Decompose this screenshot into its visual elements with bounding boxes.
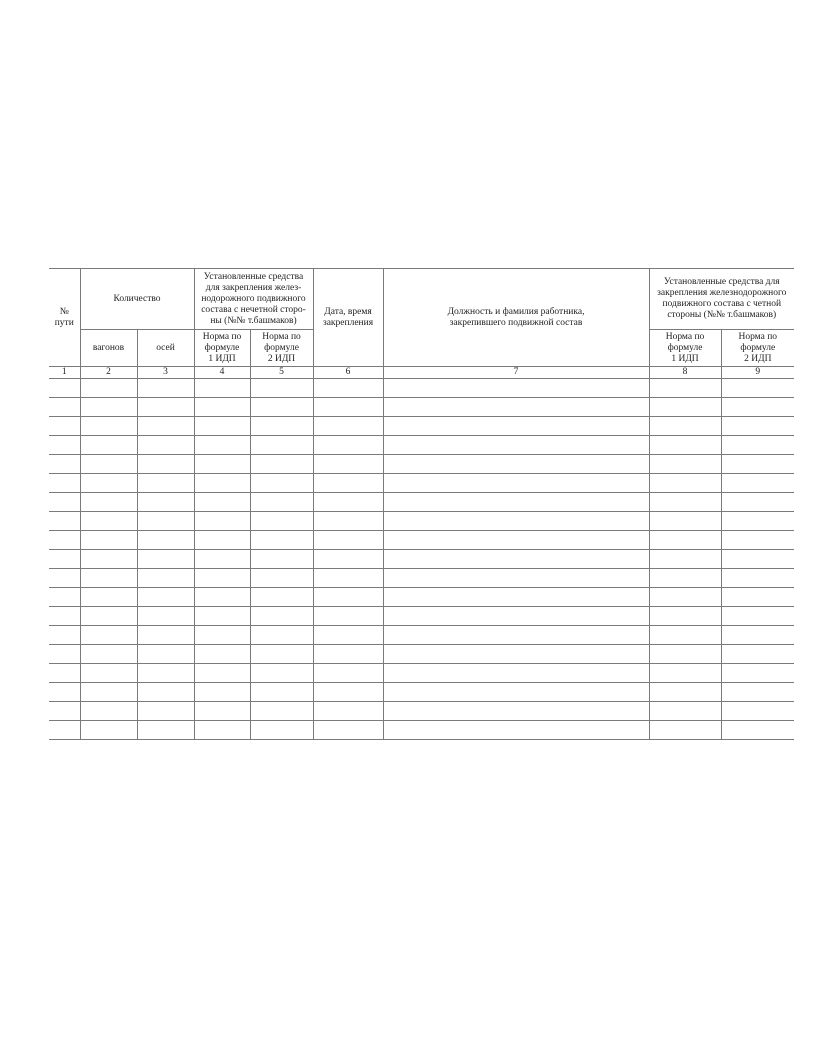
table-cell [49,379,80,398]
table-cell [194,436,250,455]
table-cell [80,626,137,645]
table-cell [649,531,721,550]
table-cell [313,702,383,721]
table-cell [649,379,721,398]
table-row [49,379,794,398]
table-cell [137,645,194,664]
table-row [49,721,794,740]
table-cell [80,379,137,398]
table-cell [80,455,137,474]
table-row [49,474,794,493]
table-row [49,436,794,455]
table-cell [49,683,80,702]
table-cell [721,569,794,588]
table-cell [313,531,383,550]
column-number: 5 [250,367,313,379]
table-cell [250,455,313,474]
table-cell [383,436,649,455]
table-cell [49,702,80,721]
table-cell [649,569,721,588]
table-cell [721,436,794,455]
table-cell [194,474,250,493]
table-cell [80,683,137,702]
norm-2-even-header: Норма по формуле 2 ИДП [721,330,794,367]
table-cell [313,626,383,645]
table-cell [194,531,250,550]
table-cell [49,664,80,683]
table-cell [80,645,137,664]
table-cell [49,398,80,417]
table-cell [721,664,794,683]
table-cell [721,683,794,702]
table-row [49,417,794,436]
table-cell [649,702,721,721]
table-cell [721,588,794,607]
table-row [49,493,794,512]
table-cell [194,683,250,702]
table-cell [383,379,649,398]
table-body [49,379,794,740]
table-cell [250,645,313,664]
column-number: 9 [721,367,794,379]
table-cell [383,398,649,417]
table-cell [80,664,137,683]
wagons-header: вагонов [80,330,137,367]
table-cell [250,417,313,436]
table-cell [721,550,794,569]
table-cell [250,721,313,740]
table-cell [721,607,794,626]
norm-2-odd-header: Норма по формуле 2 ИДП [250,330,313,367]
table-cell [250,531,313,550]
table-cell [137,607,194,626]
table-cell [49,626,80,645]
table-cell [80,588,137,607]
table-cell [137,721,194,740]
table-cell [649,512,721,531]
table-cell [137,398,194,417]
table-cell [137,474,194,493]
table-cell [721,721,794,740]
table-cell [649,455,721,474]
table-cell [137,512,194,531]
table-cell [137,493,194,512]
column-number: 2 [80,367,137,379]
table-cell [313,550,383,569]
table-cell [383,550,649,569]
table-cell [250,683,313,702]
even-side-means-header: Установленные средства для закрепления железнодорожного подвижного состава с четной стороны (№№ т.башмаков) [649,269,794,330]
table-cell [80,569,137,588]
table-cell [313,417,383,436]
table-row [49,664,794,683]
table-cell [721,379,794,398]
table-cell [313,607,383,626]
table-cell [383,455,649,474]
table-cell [383,531,649,550]
table-cell [194,569,250,588]
table-row [49,607,794,626]
table-cell [137,531,194,550]
table-cell [137,436,194,455]
table-cell [313,569,383,588]
table-cell [80,436,137,455]
table-cell [721,474,794,493]
table-cell [649,417,721,436]
table-cell [137,455,194,474]
table-cell [649,607,721,626]
table-cell [194,398,250,417]
table-cell [49,721,80,740]
table-cell [383,721,649,740]
table-cell [313,493,383,512]
table-cell [250,702,313,721]
table-cell [383,702,649,721]
table-cell [250,474,313,493]
table-cell [194,550,250,569]
table-row [49,569,794,588]
table-cell [313,683,383,702]
table-cell [49,550,80,569]
table-cell [137,588,194,607]
table-cell [649,493,721,512]
table-row [49,512,794,531]
table-cell [313,512,383,531]
table-cell [649,645,721,664]
table-row [49,550,794,569]
table-cell [250,569,313,588]
axles-header: осей [137,330,194,367]
odd-side-means-header: Установленные средства для закрепления желез- нодорожного подвижного состава с нечетной сторо- ны (№№ т.башмаков) [194,269,313,330]
table-cell [80,398,137,417]
table-cell [721,645,794,664]
table-cell [80,702,137,721]
position-name-header: Должность и фамилия работника, закрепившего подвижной состав [383,269,649,367]
table-cell [649,550,721,569]
table-cell [313,474,383,493]
table-cell [137,569,194,588]
table-cell [49,417,80,436]
table-cell [721,493,794,512]
table-cell [383,626,649,645]
table-cell [49,474,80,493]
table-cell [194,588,250,607]
table-row [49,702,794,721]
table-cell [194,645,250,664]
table-cell [649,474,721,493]
norm-1-odd-header: Норма по формуле 1 ИДП [194,330,250,367]
table-cell [194,664,250,683]
table-cell [250,588,313,607]
table-cell [313,645,383,664]
table-cell [194,607,250,626]
table-cell [383,417,649,436]
table-cell [649,664,721,683]
header-row-1 [49,269,794,330]
table-row [49,626,794,645]
table-row [49,398,794,417]
table-cell [649,626,721,645]
table-row [49,531,794,550]
table-row [49,645,794,664]
table-cell [383,683,649,702]
fixing-log-table [49,268,794,740]
table-cell [383,512,649,531]
datetime-header: Дата, время закрепления [313,269,383,367]
table-cell [194,417,250,436]
table-cell [313,588,383,607]
table-cell [313,455,383,474]
table-cell [383,588,649,607]
table-cell [137,626,194,645]
table-cell [194,379,250,398]
table-row [49,588,794,607]
table-cell [313,379,383,398]
table-cell [49,512,80,531]
table-cell [49,531,80,550]
quantity-header: Количество [80,269,194,330]
table-cell [137,683,194,702]
table-cell [80,531,137,550]
column-numbers-row [49,367,794,379]
table-cell [383,474,649,493]
table-cell [649,721,721,740]
table-cell [313,398,383,417]
column-number: 6 [313,367,383,379]
table-cell [80,721,137,740]
table-cell [649,436,721,455]
table-cell [721,455,794,474]
table-cell [49,645,80,664]
table-cell [137,702,194,721]
norm-1-even-header: Норма по формуле 1 ИДП [649,330,721,367]
table-row [49,683,794,702]
table-cell [649,398,721,417]
table-cell [194,626,250,645]
table-cell [49,436,80,455]
table-cell [383,493,649,512]
table-cell [194,455,250,474]
table-cell [721,417,794,436]
table-cell [80,550,137,569]
table-cell [80,474,137,493]
table-cell [250,550,313,569]
track-number-header: № пути [49,269,80,367]
table-cell [137,550,194,569]
table-cell [137,417,194,436]
table-cell [194,493,250,512]
table-cell [721,512,794,531]
table-cell [649,683,721,702]
table-cell [250,436,313,455]
table-cell [250,493,313,512]
table-cell [194,702,250,721]
table-cell [49,493,80,512]
table-cell [250,512,313,531]
table-cell [194,512,250,531]
table-cell [383,664,649,683]
column-number: 1 [49,367,80,379]
table-cell [80,607,137,626]
column-number: 3 [137,367,194,379]
table-cell [137,379,194,398]
table-cell [194,721,250,740]
column-number: 4 [194,367,250,379]
table-cell [250,379,313,398]
table-cell [137,664,194,683]
table-cell [49,569,80,588]
column-number: 8 [649,367,721,379]
table-row [49,455,794,474]
table-cell [49,588,80,607]
table-cell [250,398,313,417]
table-cell [80,417,137,436]
table-cell [49,607,80,626]
table-cell [80,493,137,512]
table-cell [721,626,794,645]
table-cell [80,512,137,531]
table-cell [313,721,383,740]
table-cell [250,607,313,626]
table-cell [383,645,649,664]
column-number: 7 [383,367,649,379]
table-cell [313,436,383,455]
table-cell [49,455,80,474]
table-cell [250,626,313,645]
table-cell [721,398,794,417]
table-cell [649,588,721,607]
table-cell [383,607,649,626]
table-cell [383,569,649,588]
table-cell [313,664,383,683]
table-cell [721,531,794,550]
table-cell [250,664,313,683]
table-cell [721,702,794,721]
